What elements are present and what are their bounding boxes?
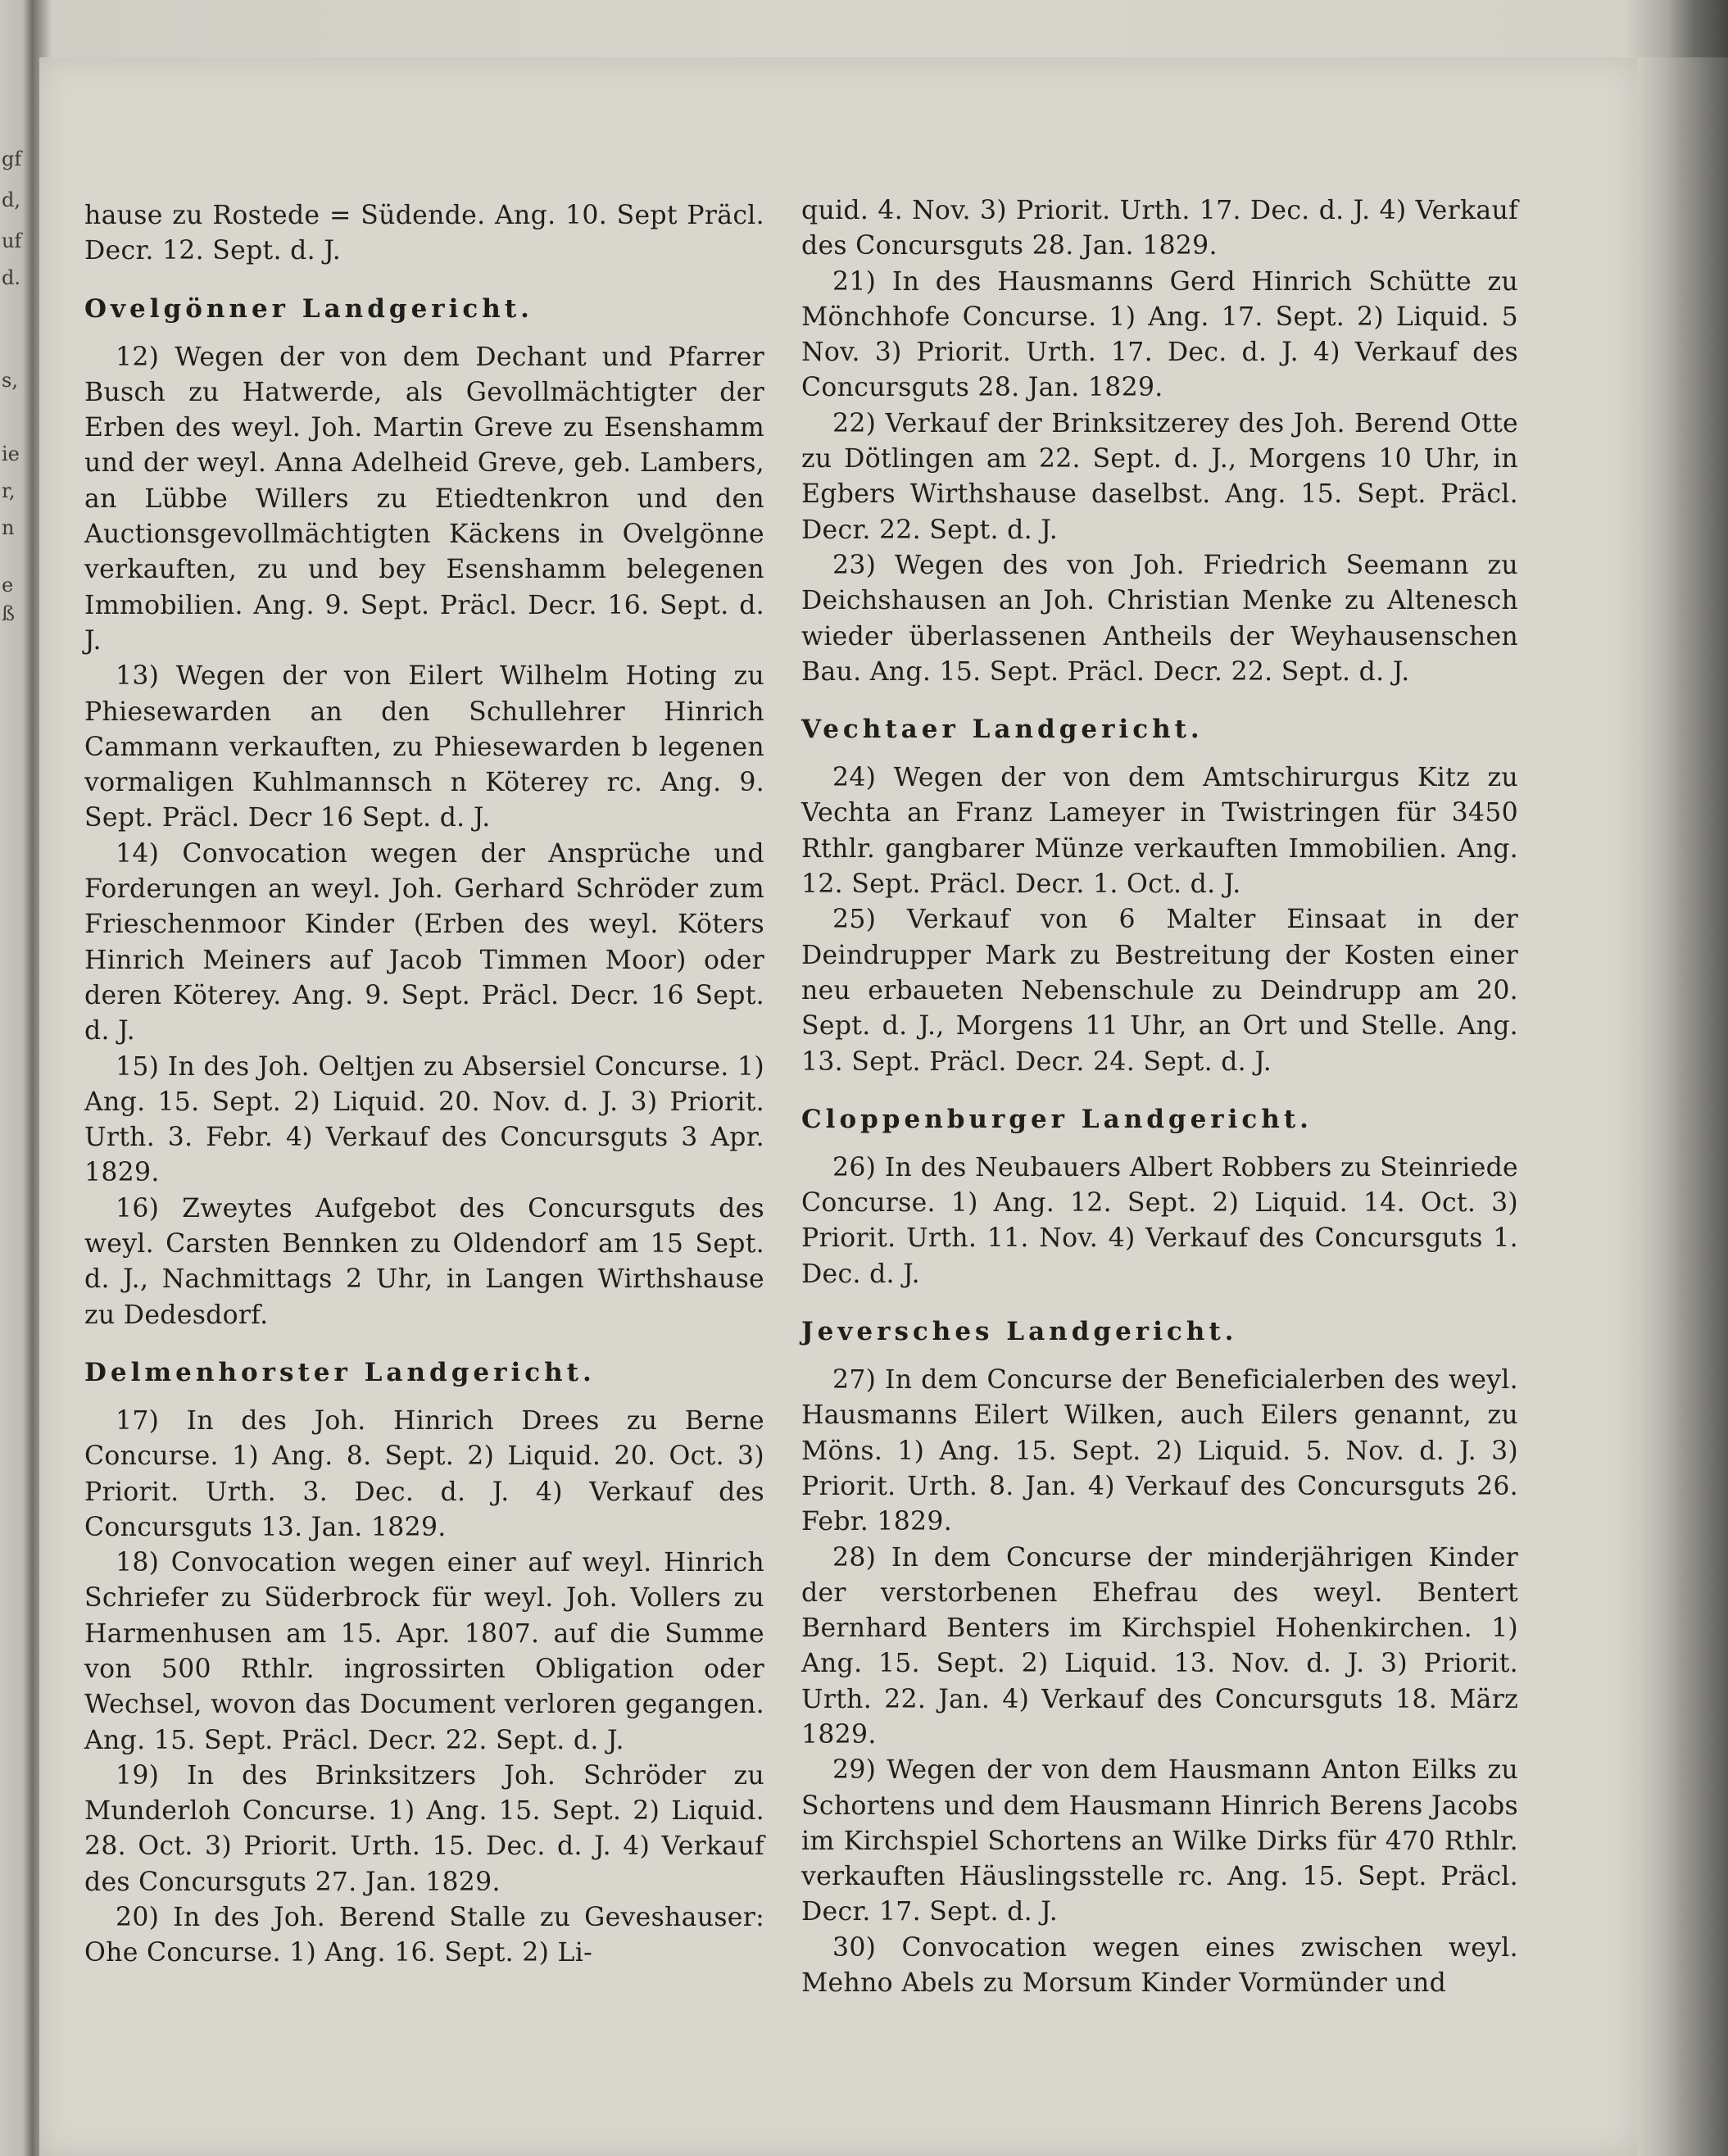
entry-13: 13) Wegen der von Eilert Wilhelm Hoting zu Phiesewarden an den Schullehrer Hinrich Cammann verkauften, zu Phiesewarden b legenen vormaligen Kuhlmannsch n Köterey rc. Ang. 9. Sept. Präcl. Decr 16 Sept. d. J. bbox=[84, 661, 764, 833]
margin-fragment: gf bbox=[2, 148, 22, 170]
entry-25: 25) Verkauf von 6 Malter Einsaat in der Deindrupper Mark zu Bestreitung der Kosten einer neu erbaueten Nebenschule zu Deindrupp am 20. Sept. d. J., Morgens 11 Uhr, an Ort und Stelle. Ang. 13. Sept. Präcl. Decr. 24. Sept. d. J. bbox=[801, 905, 1518, 1077]
book-page bbox=[39, 57, 1637, 2156]
page-stack-edge bbox=[1637, 57, 1728, 2156]
margin-fragment: s, bbox=[2, 369, 18, 392]
entry-30: 30) Convocation wegen eines zwischen weyl. Mehno Abels zu Morsum Kinder Vormünder und bbox=[801, 1932, 1518, 1999]
margin-fragment: d. bbox=[2, 266, 20, 289]
entry-29: 29) Wegen der von dem Hausmann Anton Eilks zu Schortens und dem Hausmann Hinrich Berens Jacobs im Kirchspiel Schortens an Wilke Dirks für 470 Rthlr. verkauften Häuslingsstelle rc. Ang. 15. Sept. Präcl. Decr. 17. Sept. d. J. bbox=[801, 1755, 1518, 1927]
entry-23: 23) Wegen des von Joh. Friedrich Seemann zu Deichshausen an Joh. Christian Menke zu Altenesch wieder überlassenen Antheils der Weyhausenschen Bau. Ang. 15. Sept. Präcl. Decr. 22. Sept. d. J. bbox=[801, 550, 1518, 687]
section-heading-cloppenburg: Cloppenburger Landgericht. bbox=[801, 1104, 1313, 1134]
margin-fragment: ie bbox=[2, 443, 20, 465]
left-column bbox=[84, 198, 764, 1972]
section-heading-vechta: Vechtaer Landgericht. bbox=[801, 715, 1204, 745]
entry-28: 28) In dem Concurse der minderjährigen Kinder der verstorbenen Ehefrau des weyl. Bentert Bernhard Benters im Kirchspiel Hohenkirchen. 1) Ang. 15. Sept. 2) Liquid. 13. Nov. d. J. 3) Priorit. Urth. 22. Jan. 4) Verkauf des Concursguts 18. März 1829. bbox=[801, 1542, 1518, 1750]
margin-fragment: e bbox=[2, 574, 14, 597]
entry-19: 19) In des Brinksitzers Joh. Schröder zu Munderloh Concurse. 1) Ang. 15. Sept. 2) Liquid. 28. Oct. 3) Priorit. Urth. 15. Dec. d. J. 4) Verkauf des Concursguts 27. Jan. 1829. bbox=[84, 1760, 764, 1897]
entry-12: 12) Wegen der von dem Dechant und Pfarrer Busch zu Hatwerde, als Gevollmächtigter der Erben des weyl. Joh. Martin Greve zu Esenshamm und der weyl. Anna Adelheid Greve, geb. Lambers, an Lübbe Willers zu Etiedtenkron und den Auctionsgevollmächtigten Käckens in Ovelgönne verkauften, zu und bey Esenshamm belegenen Immobilien. Ang. 9. Sept. Präcl. Decr. 16. Sept. d. J. bbox=[84, 342, 764, 656]
entry-26: 26) In des Neubauers Albert Robbers zu Steinriede Concurse. 1) Ang. 12. Sept. 2) Liquid. 14. Oct. 3) Priorit. Urth. 11. Nov. 4) Verkauf des Concursguts 1. Dec. d. J. bbox=[801, 1152, 1518, 1289]
margin-fragment: uf bbox=[2, 229, 22, 252]
entry-14: 14) Convocation wegen der Ansprüche und Forderungen an weyl. Joh. Gerhard Schröder zum Frieschenmoor Kinder (Erben des weyl. Köters Hinrich Meiners auf Jacob Timmen Moor) oder deren Köterey. Ang. 9. Sept. Präcl. Decr. 16 Sept. d. J. bbox=[84, 838, 764, 1046]
section-heading-ovelgoenne: Ovelgönner Landgericht. bbox=[84, 293, 533, 324]
previous-page-edge bbox=[0, 0, 33, 2156]
entry-16: 16) Zweytes Aufgebot des Concursguts des weyl. Carsten Bennken zu Oldendorf am 15 Sept. d. J., Nachmittags 2 Uhr, in Langen Wirthshause zu Dedesdorf. bbox=[84, 1193, 764, 1330]
continued-paragraph: quid. 4. Nov. 3) Priorit. Urth. 17. Dec. d. J. 4) Verkauf des Concursguts 28. Jan. 1829. bbox=[801, 196, 1518, 261]
entry-22: 22) Verkauf der Brinksitzerey des Joh. Berend Otte zu Dötlingen am 22. Sept. d. J., Morgens 10 Uhr, in Egbers Wirthshause daselbst. Ang. 15. Sept. Präcl. Decr. 22. Sept. d. J. bbox=[801, 408, 1518, 545]
entry-21: 21) In des Hausmanns Gerd Hinrich Schütte zu Mönchhofe Concurse. 1) Ang. 17. Sept. 2) Liquid. 5 Nov. 3) Priorit. Urth. 17. Dec. d. J. 4) Verkauf des Concursguts 28. Jan. 1829. bbox=[801, 266, 1518, 403]
margin-fragment: n bbox=[2, 516, 15, 539]
entry-24: 24) Wegen der von dem Amtschirurgus Kitz zu Vechta an Franz Lameyer in Twistringen für 3450 Rthlr. gangbarer Münze verkauften Immobilien. Ang. 12. Sept. Präcl. Decr. 1. Oct. d. J. bbox=[801, 763, 1518, 900]
entry-20: 20) In des Joh. Berend Stalle zu Geveshauser: Ohe Concurse. 1) Ang. 16. Sept. 2) Li- bbox=[84, 1903, 764, 1968]
entry-27: 27) In dem Concurse der Beneficialerben des weyl. Hausmanns Eilert Wilken, auch Eilers genannt, zu Möns. 1) Ang. 15. Sept. 2) Liquid. 5. Nov. d. J. 3) Priorit. Urth. 8. Jan. 4) Verkauf des Concursguts 26. Febr. 1829. bbox=[801, 1365, 1518, 1537]
continued-paragraph: hause zu Rostede = Südende. Ang. 10. Sept Präcl. Decr. 12. Sept. d. J. bbox=[84, 201, 764, 266]
section-heading-jever: Jeversches Landgericht. bbox=[801, 1317, 1238, 1347]
margin-fragment: ß bbox=[2, 602, 16, 625]
entry-18: 18) Convocation wegen einer auf weyl. Hinrich Schriefer zu Süderbrock für weyl. Joh. Vollers zu Harmenhusen am 15. Apr. 1807. auf die Summe von 500 Rthlr. ingrossirten Obligation oder Wechsel, wovon das Document verloren gegangen. Ang. 15. Sept. Präcl. Decr. 22. Sept. d. J. bbox=[84, 1548, 764, 1755]
entry-17: 17) In des Joh. Hinrich Drees zu Berne Concurse. 1) Ang. 8. Sept. 2) Liquid. 20. Oct. 3) Priorit. Urth. 3. Dec. d. J. 4) Verkauf des Concursguts 13. Jan. 1829. bbox=[84, 1405, 764, 1542]
section-heading-delmenhorst: Delmenhorster Landgericht. bbox=[84, 1357, 596, 1387]
margin-fragment: r, bbox=[2, 479, 16, 502]
right-column bbox=[801, 193, 1518, 2001]
entry-15: 15) In des Joh. Oeltjen zu Absersiel Concurse. 1) Ang. 15. Sept. 2) Liquid. 20. Nov. d. J. 3) Priorit. Urth. 3. Febr. 4) Verkauf des Concursguts 3 Apr. 1829. bbox=[84, 1051, 764, 1188]
margin-fragment: d, bbox=[2, 188, 20, 211]
